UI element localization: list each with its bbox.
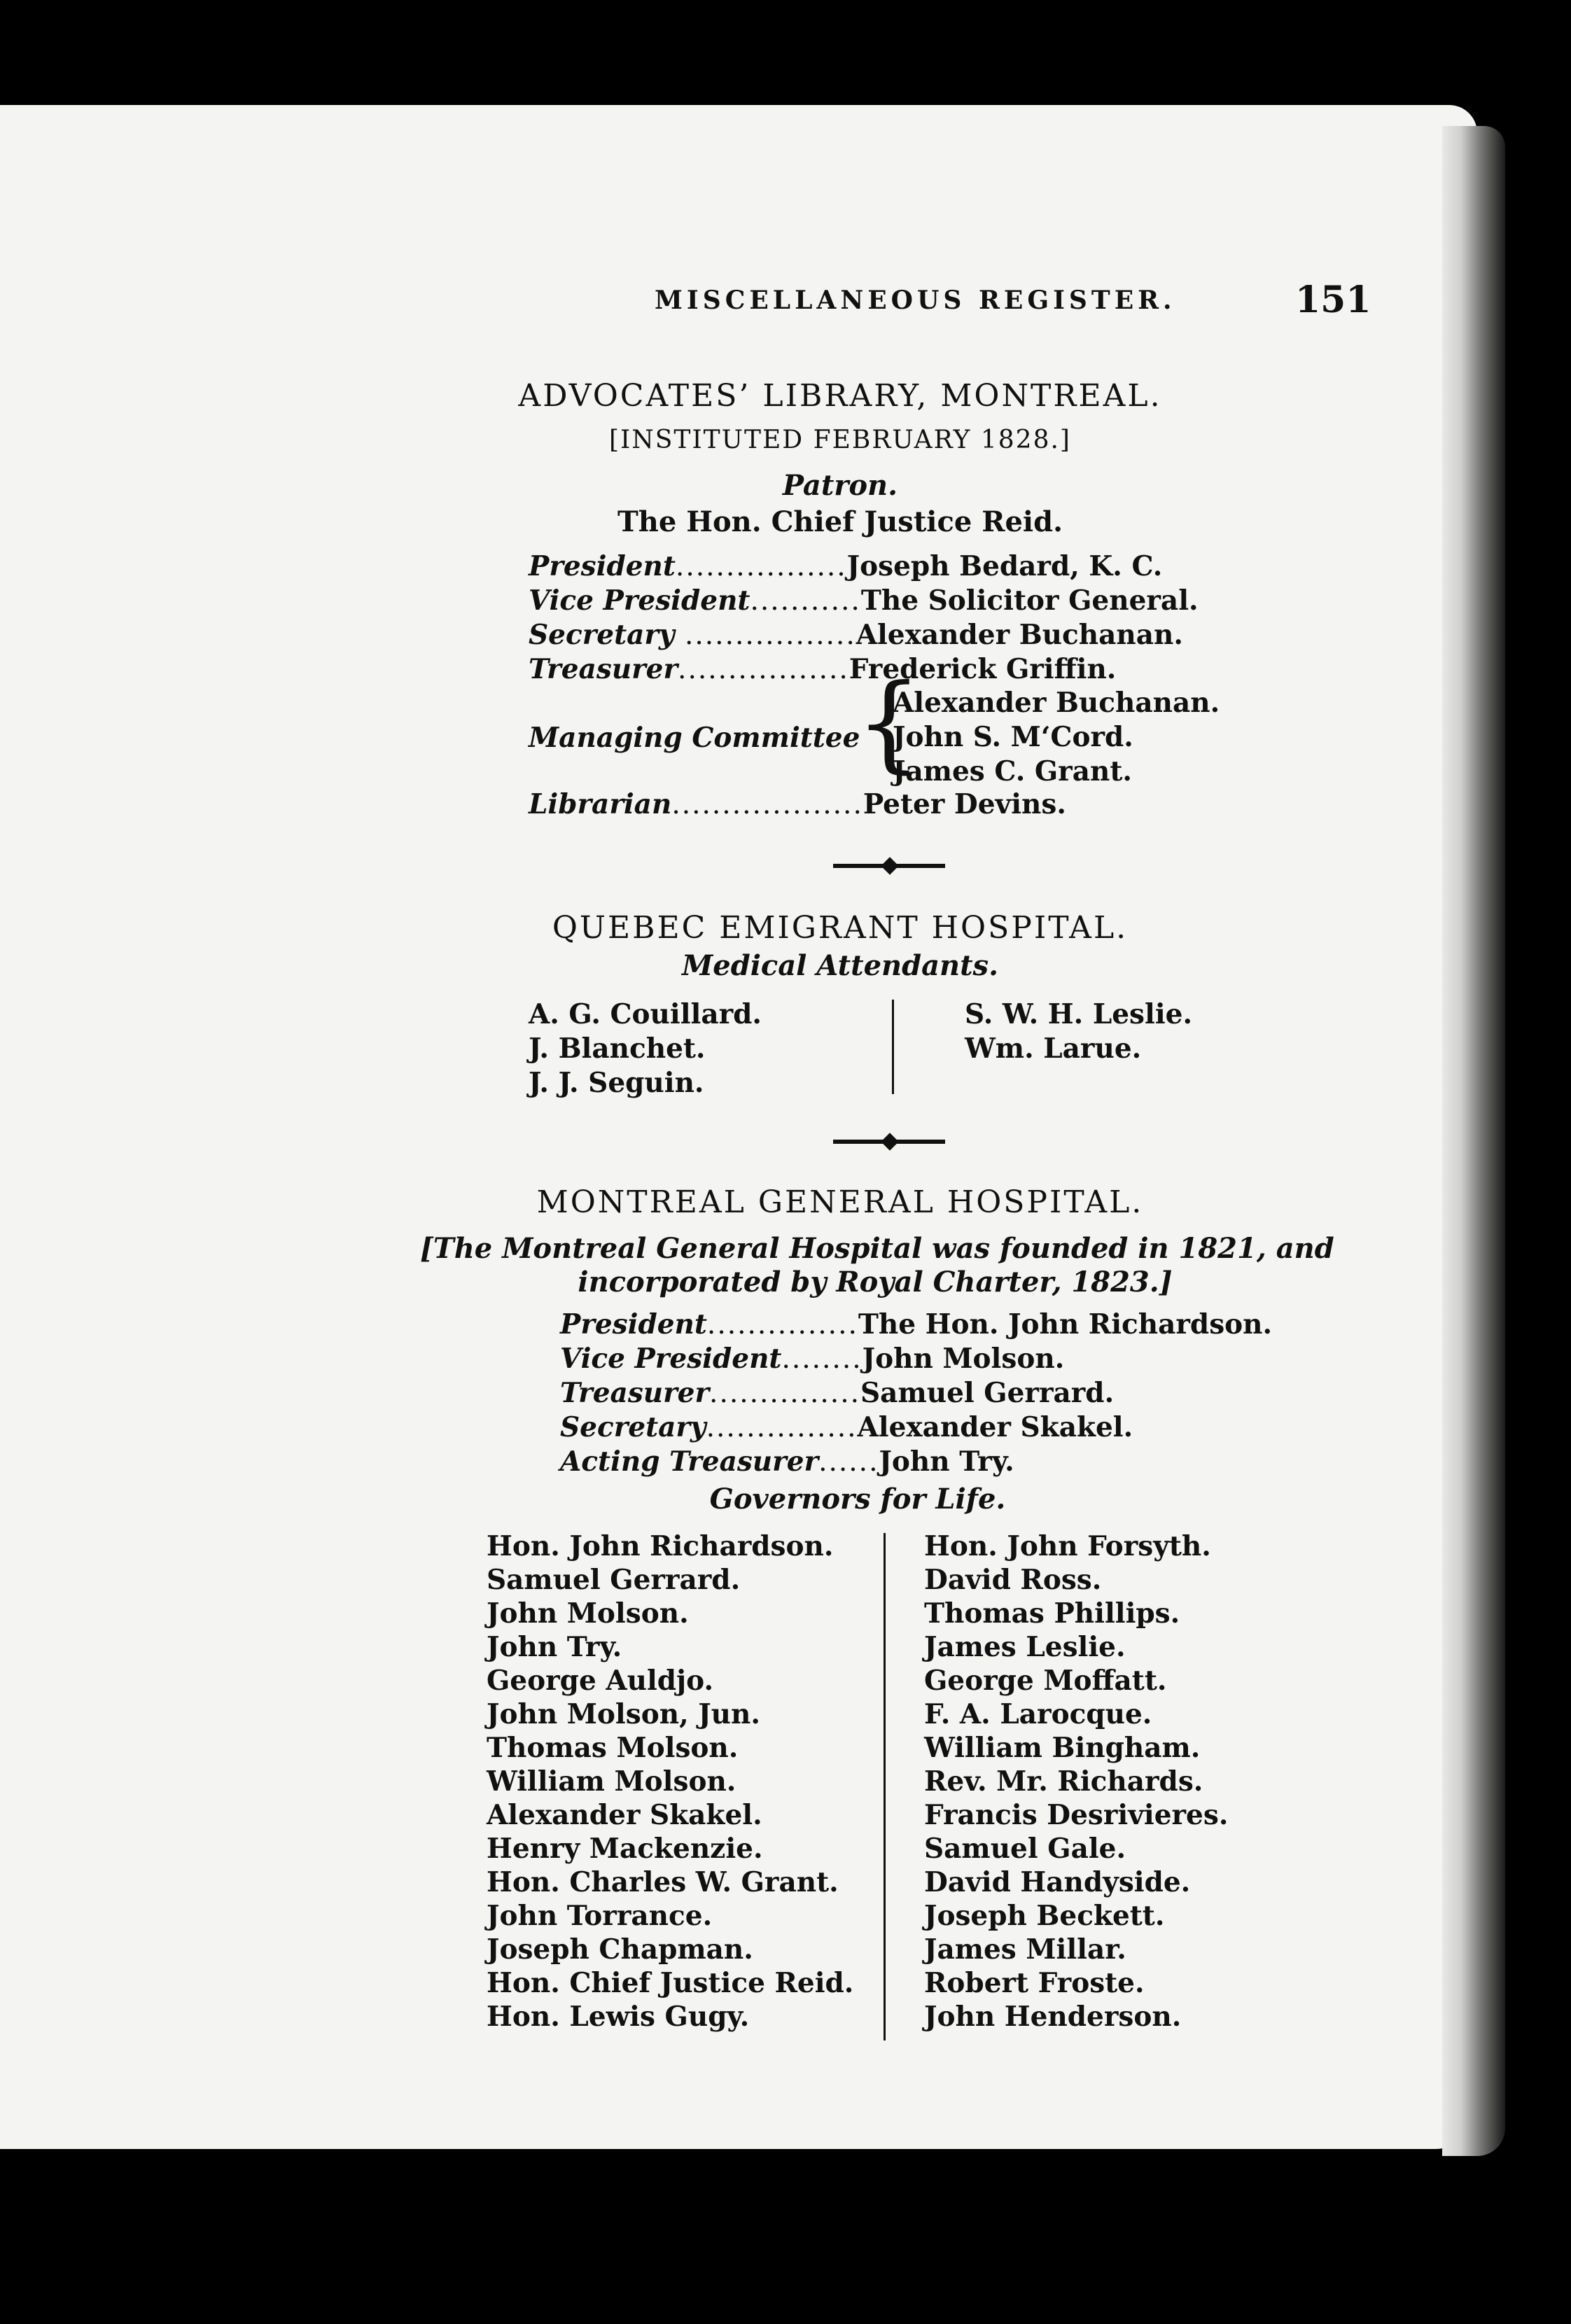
dot-leader: ............... — [706, 1412, 858, 1443]
governor-name: Hon. Chief Justice Reid. — [487, 1967, 854, 1999]
role-label: Secretary — [529, 619, 675, 651]
montreal-title: MONTREAL GENERAL HOSPITAL. — [536, 1184, 1144, 1220]
officer-name: Samuel Gerrard. — [860, 1377, 1115, 1409]
committee-label: Managing Committee — [529, 722, 860, 754]
governor-name: David Handyside. — [924, 1866, 1191, 1898]
governor-name: Joseph Beckett. — [924, 1900, 1165, 1932]
governor-name: John Try. — [487, 1631, 622, 1663]
dot-leader: ...... — [818, 1446, 879, 1478]
officer-name: The Solicitor General. — [860, 584, 1199, 617]
librarian-line — [529, 788, 1066, 822]
column-divider — [884, 1533, 886, 2040]
officer-name: The Hon. John Richardson. — [858, 1308, 1273, 1340]
montreal-note-line2: incorporated by Royal Charter, 1823.] — [578, 1266, 1173, 1298]
brace-ornament: { — [856, 662, 923, 784]
role-label: Librarian — [529, 788, 672, 820]
governor-name: Hon. Charles W. Grant. — [487, 1866, 839, 1898]
running-title: MISCELLANEOUS REGISTER. — [655, 286, 1176, 315]
column-divider — [892, 1000, 894, 1094]
governors-label: Governors for Life. — [709, 1483, 1006, 1516]
governor-name: Hon. John Forsyth. — [924, 1530, 1211, 1562]
patron-name: The Hon. Chief Justice Reid. — [617, 505, 1063, 538]
committee-member: Alexander Buchanan. — [893, 687, 1220, 719]
governor-name: James Leslie. — [924, 1631, 1126, 1663]
officer-name: Joseph Bedard, K. C. — [846, 550, 1163, 582]
governor-name: Samuel Gerrard. — [487, 1564, 741, 1596]
officer-name: Peter Devins. — [863, 788, 1066, 820]
governor-name: Henry Mackenzie. — [487, 1833, 763, 1865]
dot-leader: ............... — [709, 1378, 861, 1409]
officer-name: Frederick Griffin. — [849, 653, 1117, 685]
governor-name: Robert Froste. — [924, 1967, 1145, 1999]
governor-name: Hon. John Richardson. — [487, 1530, 834, 1562]
attendant-name: Wm. Larue. — [965, 1032, 1142, 1065]
governor-name: David Ross. — [924, 1564, 1102, 1596]
advocates-title: ADVOCATES’ LIBRARY, MONTREAL. — [518, 378, 1162, 414]
role-label: Treasurer — [529, 653, 678, 685]
dot-leader: ............... — [706, 1309, 858, 1340]
advocates-instituted: [INSTITUTED FEBRUARY 1828.] — [609, 426, 1071, 454]
role-label: Secretary — [560, 1411, 706, 1443]
montreal-officers — [560, 1308, 1272, 1479]
governor-name: Alexander Skakel. — [487, 1799, 762, 1831]
quebec-subtitle: Medical Attendants. — [682, 949, 998, 982]
quebec-right-list — [965, 997, 1192, 1066]
committee-list — [893, 686, 1220, 789]
governor-name: William Molson. — [487, 1765, 736, 1798]
governor-name: Thomas Molson. — [487, 1732, 739, 1764]
patron-label: Patron. — [782, 469, 898, 502]
committee-member: James C. Grant. — [893, 755, 1132, 788]
governor-name: James Millar. — [924, 1933, 1126, 1966]
dot-leader: ................. — [675, 551, 847, 582]
governor-name: F. A. Larocque. — [924, 1698, 1152, 1730]
governor-name: John Molson. — [487, 1597, 689, 1630]
attendant-name: A. G. Couillard. — [529, 998, 762, 1030]
governor-name: George Moffatt. — [924, 1665, 1167, 1697]
quebec-left-list — [529, 997, 762, 1100]
dot-leader: ........... — [750, 585, 861, 617]
committee-member: John S. M‘Cord. — [893, 721, 1133, 753]
dot-leader: ........ — [781, 1343, 863, 1375]
governor-name: Francis Desrivieres. — [924, 1799, 1229, 1831]
officer-name: John Molson. — [862, 1343, 1065, 1375]
role-label: Vice President — [529, 584, 750, 617]
officer-name: John Try. — [879, 1446, 1014, 1478]
montreal-note-line1: [The Montreal General Hospital was founded in 1821, and — [420, 1232, 1334, 1265]
attendant-name: J. Blanchet. — [529, 1032, 706, 1065]
dot-leader: ................. — [674, 620, 856, 651]
governor-name: Rev. Mr. Richards. — [924, 1765, 1203, 1798]
governors-right-list — [924, 1530, 1228, 2033]
governor-name: John Molson, Jun. — [487, 1698, 760, 1730]
governor-name: Thomas Phillips. — [924, 1597, 1180, 1630]
quebec-title: QUEBEC EMIGRANT HOSPITAL. — [552, 910, 1129, 946]
governor-name: Joseph Chapman. — [487, 1933, 753, 1966]
role-label: Treasurer — [560, 1377, 710, 1409]
governors-left-list — [487, 1530, 853, 2033]
dot-leader: ................... — [671, 789, 863, 820]
officer-name: Alexander Skakel. — [857, 1411, 1133, 1443]
page-number: 151 — [1295, 279, 1371, 321]
governor-name: John Henderson. — [924, 2001, 1182, 2033]
officer-name: Alexander Buchanan. — [856, 619, 1183, 651]
governor-name: Hon. Lewis Gugy. — [487, 2001, 750, 2033]
role-label: Acting Treasurer — [560, 1446, 819, 1478]
governor-name: John Torrance. — [487, 1900, 713, 1932]
governor-name: George Auldjo. — [487, 1665, 714, 1697]
role-label: Vice President — [560, 1343, 782, 1375]
dot-leader: ................. — [678, 654, 849, 685]
governor-name: Samuel Gale. — [924, 1833, 1126, 1865]
role-label: President — [529, 550, 676, 582]
attendant-name: J. J. Seguin. — [529, 1067, 704, 1099]
attendant-name: S. W. H. Leslie. — [965, 998, 1193, 1030]
role-label: President — [560, 1308, 707, 1340]
page-edge — [1442, 126, 1505, 2156]
governor-name: William Bingham. — [924, 1732, 1201, 1764]
